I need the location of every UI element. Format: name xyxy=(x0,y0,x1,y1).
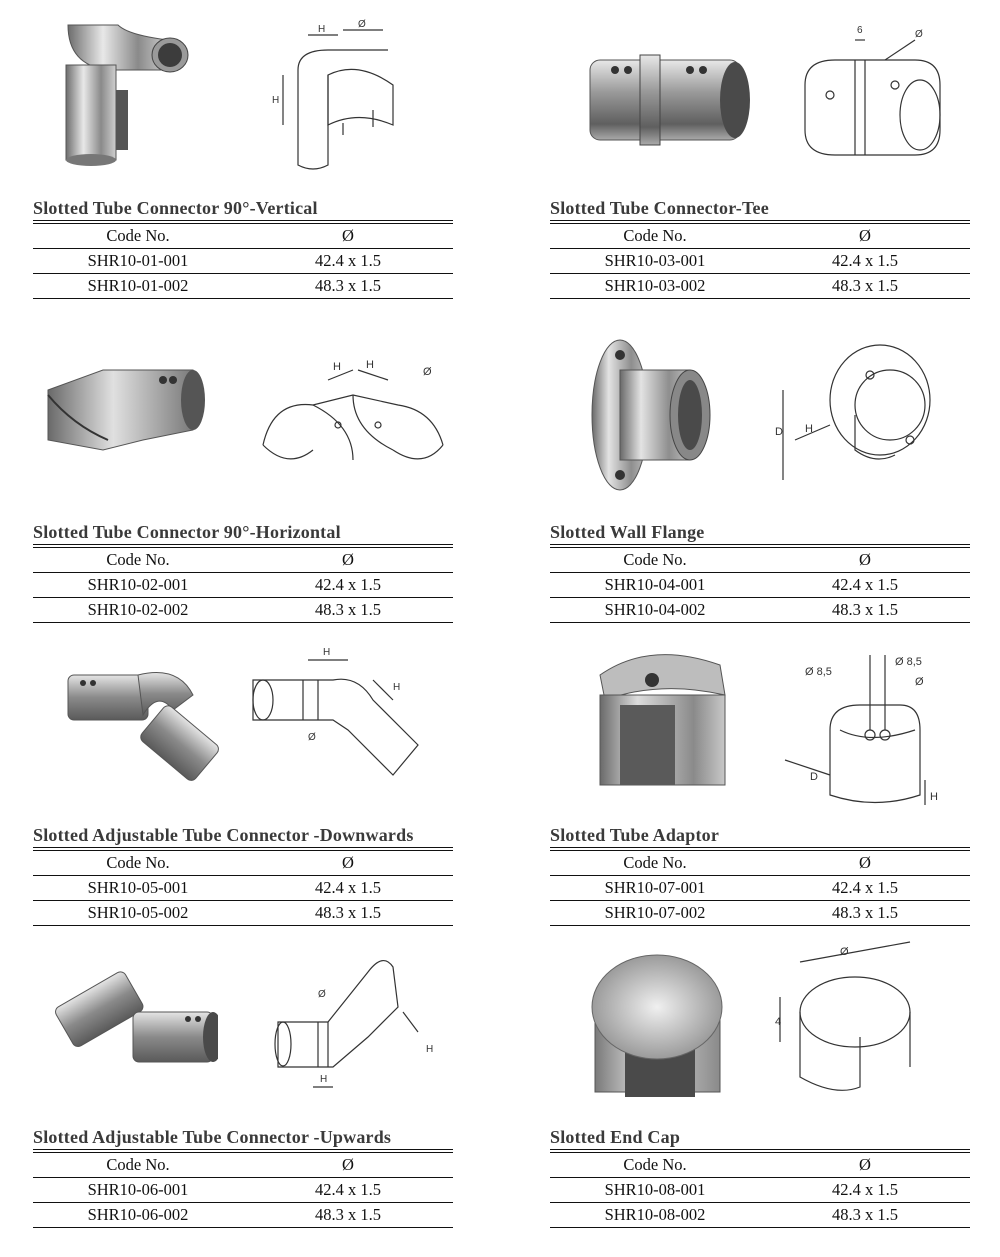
tee-connector-drawing xyxy=(775,15,965,185)
upwards-connector-photo xyxy=(48,937,218,1107)
horizontal-connector-photo xyxy=(43,330,213,500)
table-row xyxy=(33,274,453,299)
size-cell: 42.4 x 1.5 xyxy=(760,1178,970,1203)
upwards-connector-drawing xyxy=(258,937,448,1107)
product-title: Slotted End Cap xyxy=(550,1127,681,1147)
size-header: Ø xyxy=(760,546,970,573)
size-header: Ø xyxy=(243,546,453,573)
drawing-label: Ø xyxy=(915,676,924,688)
drawing-label: Ø xyxy=(915,29,923,40)
spec-table xyxy=(33,1149,453,1228)
code-cell: SHR10-05-002 xyxy=(33,901,243,926)
code-header: Code No. xyxy=(33,546,243,573)
spec-table xyxy=(550,847,970,926)
code-cell: SHR10-05-001 xyxy=(33,876,243,901)
drawing-label: H xyxy=(272,95,280,106)
table-header-row xyxy=(33,1151,453,1178)
table-row xyxy=(33,876,453,901)
product-title: Slotted Tube Connector 90°-Horizontal xyxy=(33,522,341,542)
downwards-connector-drawing xyxy=(243,635,433,805)
table-row xyxy=(33,598,453,623)
table-header-row xyxy=(33,222,453,249)
table-header-row xyxy=(33,546,453,573)
code-header: Code No. xyxy=(550,546,760,573)
size-cell: 48.3 x 1.5 xyxy=(243,1203,453,1228)
product-title: Slotted Adjustable Tube Connector -Upwards xyxy=(33,1127,392,1147)
table-row xyxy=(550,598,970,623)
code-cell: SHR10-01-001 xyxy=(33,249,243,274)
table-row xyxy=(33,573,453,598)
size-cell: 48.3 x 1.5 xyxy=(243,598,453,623)
spec-table xyxy=(33,220,453,299)
code-header: Code No. xyxy=(33,849,243,876)
drawing-label: 4 xyxy=(775,1016,782,1028)
end-cap-photo xyxy=(575,937,745,1107)
size-header: Ø xyxy=(760,1151,970,1178)
spec-table xyxy=(33,847,453,926)
tee-connector-photo xyxy=(580,15,750,185)
drawing-label: H xyxy=(366,359,374,371)
drawing-label: H xyxy=(318,24,326,35)
size-header: Ø xyxy=(760,849,970,876)
code-cell: SHR10-06-002 xyxy=(33,1203,243,1228)
table-header-row xyxy=(550,546,970,573)
size-header: Ø xyxy=(243,1151,453,1178)
table-row xyxy=(550,1203,970,1228)
downwards-connector-photo xyxy=(58,635,228,805)
drawing-label: Ø 8,5 xyxy=(805,666,832,678)
drawing-label: H xyxy=(320,1074,328,1085)
vertical-connector-photo xyxy=(48,15,218,185)
code-cell: SHR10-03-001 xyxy=(550,249,760,274)
size-cell: 42.4 x 1.5 xyxy=(243,573,453,598)
size-cell: 48.3 x 1.5 xyxy=(760,598,970,623)
size-header: Ø xyxy=(760,222,970,249)
code-cell: SHR10-07-002 xyxy=(550,901,760,926)
code-cell: SHR10-02-001 xyxy=(33,573,243,598)
table-header-row xyxy=(550,849,970,876)
table-row xyxy=(33,1203,453,1228)
size-cell: 48.3 x 1.5 xyxy=(243,274,453,299)
code-header: Code No. xyxy=(33,222,243,249)
drawing-label: 6 xyxy=(857,25,863,36)
table-header-row xyxy=(33,849,453,876)
product-title: Slotted Tube Adaptor xyxy=(550,825,720,845)
drawing-label: Ø xyxy=(840,946,849,958)
table-header-row xyxy=(550,222,970,249)
drawing-label: D xyxy=(775,426,783,438)
spec-table xyxy=(550,220,970,299)
wall-flange-drawing xyxy=(775,330,965,500)
drawing-label: Ø xyxy=(358,19,366,30)
spec-table xyxy=(550,544,970,623)
size-cell: 42.4 x 1.5 xyxy=(760,249,970,274)
code-header: Code No. xyxy=(550,222,760,249)
drawing-label: Ø xyxy=(318,989,326,1000)
size-cell: 48.3 x 1.5 xyxy=(760,901,970,926)
drawing-label: H xyxy=(333,361,341,373)
code-header: Code No. xyxy=(550,1151,760,1178)
product-title: Slotted Wall Flange xyxy=(550,522,705,542)
wall-flange-photo xyxy=(575,330,745,500)
code-cell: SHR10-06-001 xyxy=(33,1178,243,1203)
size-cell: 42.4 x 1.5 xyxy=(243,1178,453,1203)
table-header-row xyxy=(550,1151,970,1178)
product-title: Slotted Tube Connector 90°-Vertical xyxy=(33,198,318,218)
table-row xyxy=(550,901,970,926)
table-row xyxy=(550,573,970,598)
code-cell: SHR10-03-002 xyxy=(550,274,760,299)
drawing-label: Ø xyxy=(423,366,432,378)
drawing-label: H xyxy=(805,423,813,435)
size-cell: 48.3 x 1.5 xyxy=(243,901,453,926)
code-header: Code No. xyxy=(33,1151,243,1178)
tube-adaptor-drawing xyxy=(775,635,965,805)
code-header: Code No. xyxy=(550,849,760,876)
code-cell: SHR10-04-001 xyxy=(550,573,760,598)
drawing-label: Ø xyxy=(308,732,316,743)
table-row xyxy=(33,1178,453,1203)
size-cell: 42.4 x 1.5 xyxy=(243,876,453,901)
table-row xyxy=(33,901,453,926)
code-cell: SHR10-04-002 xyxy=(550,598,760,623)
horizontal-connector-drawing xyxy=(258,330,448,500)
drawing-label: H xyxy=(426,1044,434,1055)
size-header: Ø xyxy=(243,849,453,876)
code-cell: SHR10-01-002 xyxy=(33,274,243,299)
end-cap-drawing xyxy=(775,937,965,1107)
drawing-label: H xyxy=(393,682,401,693)
vertical-connector-drawing xyxy=(258,15,448,185)
table-row xyxy=(550,876,970,901)
code-cell: SHR10-07-001 xyxy=(550,876,760,901)
product-title: Slotted Tube Connector-Tee xyxy=(550,198,769,218)
code-cell: SHR10-08-001 xyxy=(550,1178,760,1203)
spec-table xyxy=(33,544,453,623)
code-cell: SHR10-02-002 xyxy=(33,598,243,623)
size-cell: 48.3 x 1.5 xyxy=(760,1203,970,1228)
drawing-label: H xyxy=(930,791,938,803)
size-cell: 42.4 x 1.5 xyxy=(243,249,453,274)
size-cell: 48.3 x 1.5 xyxy=(760,274,970,299)
size-header: Ø xyxy=(243,222,453,249)
table-row xyxy=(550,249,970,274)
spec-table xyxy=(550,1149,970,1228)
drawing-label: Ø 8,5 xyxy=(895,656,922,668)
table-row xyxy=(33,249,453,274)
drawing-label: D xyxy=(810,771,818,783)
table-row xyxy=(550,274,970,299)
code-cell: SHR10-08-002 xyxy=(550,1203,760,1228)
table-row xyxy=(550,1178,970,1203)
product-title: Slotted Adjustable Tube Connector -Downwards xyxy=(33,825,414,845)
tube-adaptor-photo xyxy=(590,635,760,805)
drawing-label: H xyxy=(323,647,331,658)
size-cell: 42.4 x 1.5 xyxy=(760,876,970,901)
size-cell: 42.4 x 1.5 xyxy=(760,573,970,598)
